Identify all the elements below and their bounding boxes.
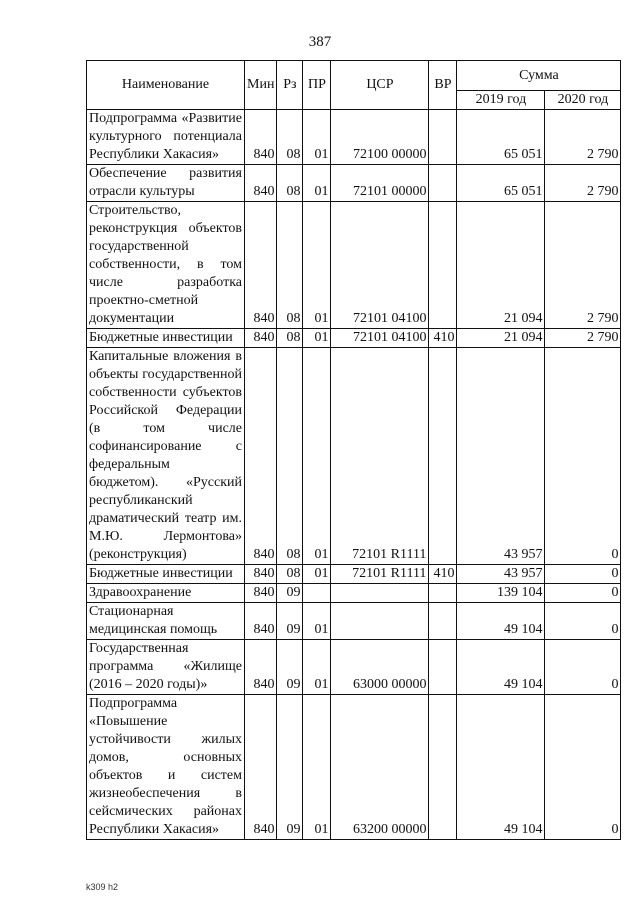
row-2019: 21 094 xyxy=(457,329,545,348)
row-name: Подпрограмма «Развитие культурного потенциала Республики Хакасия» xyxy=(87,110,245,165)
row-2019: 21 094 xyxy=(457,202,545,329)
row-name: Бюджетные инвестиции xyxy=(87,565,245,584)
header-rz: Рз xyxy=(277,61,303,110)
header-2019: 2019 год xyxy=(457,91,545,110)
row-rz: 08 xyxy=(277,202,303,329)
row-name: Строительство, реконструкция объектов государственной собственности, в том числе разработка проектно-сметной документации xyxy=(87,202,245,329)
row-2019: 49 104 xyxy=(457,640,545,695)
row-pr: 01 xyxy=(303,348,331,565)
row-csr: 63000 00000 xyxy=(331,640,429,695)
header-csr: ЦСР xyxy=(331,61,429,110)
row-2020: 0 xyxy=(545,584,621,603)
row-rz: 08 xyxy=(277,329,303,348)
header-sum: Сумма xyxy=(457,61,621,91)
table-body xyxy=(87,110,621,840)
row-2020: 0 xyxy=(545,348,621,565)
row-name: Здравоохранение xyxy=(87,584,245,603)
row-vr: 410 xyxy=(429,565,457,584)
header-pr: ПР xyxy=(303,61,331,110)
row-csr: 72101 R1111 xyxy=(331,565,429,584)
row-pr: 01 xyxy=(303,603,331,640)
row-csr: 63200 00000 xyxy=(331,695,429,840)
row-pr: 01 xyxy=(303,202,331,329)
row-vr: 410 xyxy=(429,329,457,348)
row-2020: 0 xyxy=(545,603,621,640)
row-csr: 72101 04100 xyxy=(331,329,429,348)
row-name: Капитальные вложения в объекты государственной собственности субъектов Российской Федерации (в том числе софинансирование с федеральным бюджетом). «Русский республиканский драматический театр им. М.Ю. Лермонтова» (реконструкция) xyxy=(87,348,245,565)
footer-code: k309 h2 xyxy=(86,882,119,892)
row-min: 840 xyxy=(245,640,277,695)
row-min: 840 xyxy=(245,603,277,640)
table-row xyxy=(87,640,621,695)
row-2020: 0 xyxy=(545,695,621,840)
row-2019: 49 104 xyxy=(457,603,545,640)
row-csr: 72101 04100 xyxy=(331,202,429,329)
row-min: 840 xyxy=(245,329,277,348)
table-row xyxy=(87,348,621,565)
row-vr xyxy=(429,348,457,565)
row-min: 840 xyxy=(245,348,277,565)
row-vr xyxy=(429,640,457,695)
row-csr: 72101 R1111 xyxy=(331,348,429,565)
row-min: 840 xyxy=(245,565,277,584)
row-pr: 01 xyxy=(303,640,331,695)
row-vr xyxy=(429,110,457,165)
table-header xyxy=(87,61,621,110)
budget-table xyxy=(86,60,621,840)
table-row xyxy=(87,584,621,603)
row-2020: 2 790 xyxy=(545,165,621,202)
row-name: Государственная программа «Жилище (2016 – 2020 годы)» xyxy=(87,640,245,695)
row-pr: 01 xyxy=(303,110,331,165)
table-row xyxy=(87,202,621,329)
row-pr xyxy=(303,584,331,603)
row-rz: 08 xyxy=(277,110,303,165)
row-2020: 2 790 xyxy=(545,110,621,165)
row-pr: 01 xyxy=(303,565,331,584)
table-row xyxy=(87,329,621,348)
header-min: Мин xyxy=(245,61,277,110)
row-rz: 09 xyxy=(277,640,303,695)
row-pr: 01 xyxy=(303,165,331,202)
row-min: 840 xyxy=(245,165,277,202)
row-2020: 0 xyxy=(545,565,621,584)
row-vr xyxy=(429,584,457,603)
header-vr: ВР xyxy=(429,61,457,110)
row-vr xyxy=(429,202,457,329)
table-row xyxy=(87,110,621,165)
row-2019: 43 957 xyxy=(457,565,545,584)
table-row xyxy=(87,695,621,840)
row-rz: 09 xyxy=(277,695,303,840)
row-2019: 49 104 xyxy=(457,695,545,840)
row-2019: 65 051 xyxy=(457,110,545,165)
header-2020: 2020 год xyxy=(545,91,621,110)
row-pr: 01 xyxy=(303,695,331,840)
row-name: Стационарная медицинская помощь xyxy=(87,603,245,640)
page-number: 387 xyxy=(308,34,332,50)
row-min: 840 xyxy=(245,695,277,840)
row-rz: 08 xyxy=(277,165,303,202)
row-csr: 72101 00000 xyxy=(331,165,429,202)
row-pr: 01 xyxy=(303,329,331,348)
row-min: 840 xyxy=(245,202,277,329)
row-name: Обеспечение развития отрасли культуры xyxy=(87,165,245,202)
row-2020: 2 790 xyxy=(545,202,621,329)
row-rz: 09 xyxy=(277,603,303,640)
row-2019: 65 051 xyxy=(457,165,545,202)
row-csr: 72100 00000 xyxy=(331,110,429,165)
row-2020: 2 790 xyxy=(545,329,621,348)
header-name: Наименование xyxy=(87,61,245,110)
row-name: Бюджетные инвестиции xyxy=(87,329,245,348)
table-row xyxy=(87,603,621,640)
row-rz: 08 xyxy=(277,348,303,565)
row-min: 840 xyxy=(245,110,277,165)
row-2020: 0 xyxy=(545,640,621,695)
row-vr xyxy=(429,603,457,640)
row-csr xyxy=(331,584,429,603)
row-vr xyxy=(429,165,457,202)
row-2019: 43 957 xyxy=(457,348,545,565)
row-rz: 09 xyxy=(277,584,303,603)
row-rz: 08 xyxy=(277,565,303,584)
table-row xyxy=(87,165,621,202)
row-name: Подпрограмма «Повышение устойчивости жилых домов, основных объектов и систем жизнеобеспечения в сейсмических районах Республики Хакасия» xyxy=(87,695,245,840)
row-2019: 139 104 xyxy=(457,584,545,603)
table-row xyxy=(87,565,621,584)
row-min: 840 xyxy=(245,584,277,603)
row-csr xyxy=(331,603,429,640)
row-vr xyxy=(429,695,457,840)
